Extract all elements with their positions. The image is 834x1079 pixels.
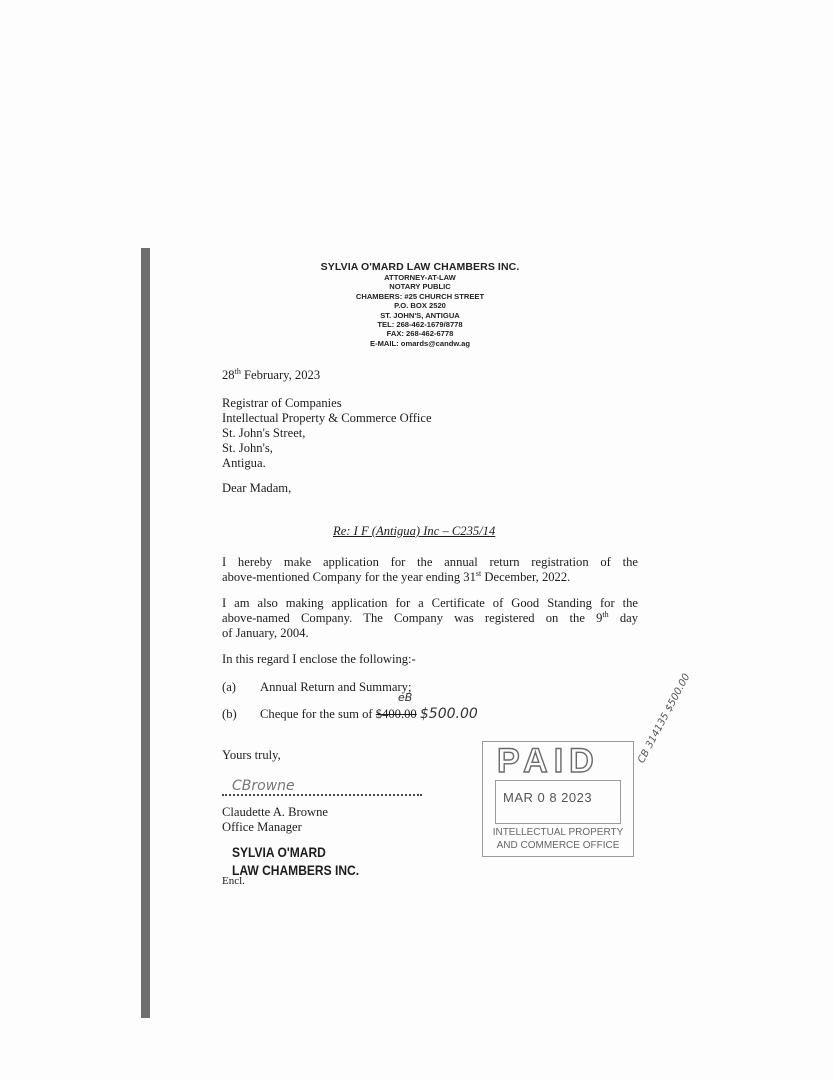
enclose-intro: In this regard I enclose the following:- (222, 652, 416, 666)
recipient-address (222, 396, 432, 471)
signature-line (222, 794, 422, 796)
letterhead-line: P.O. BOX 2520 (394, 301, 446, 311)
address-line: St. John's, (222, 441, 273, 455)
margin-handwritten-note: CB 314135 $500.00 (636, 671, 693, 766)
enclosure-label: (a) (222, 680, 236, 694)
letterhead-line: ATTORNEY-AT-LAW (384, 273, 456, 282)
scan-edge-bar (141, 248, 150, 1018)
company-name-stamp: SYLVIA O'MARD LAW CHAMBERS INC. (232, 844, 360, 878)
paid-stamp-word: PAID (497, 742, 600, 780)
struck-amount: $400.00 (375, 707, 417, 721)
letterhead-line: E-MAIL: omards@candw.ag (370, 338, 470, 348)
closing: Yours truly, (222, 748, 281, 762)
paid-stamp (482, 741, 634, 857)
letterhead-line: TEL: 268-462-1679/8778 (377, 320, 463, 330)
paid-stamp-date: MAR 0 8 2023 (503, 790, 593, 805)
address-line: Antigua. (222, 456, 266, 470)
signature: CBrowne (232, 778, 295, 794)
letterhead-firm-name: SYLVIA O'MARD LAW CHAMBERS INC. (320, 261, 520, 273)
salutation: Dear Madam, (222, 481, 292, 495)
enclosure-item: Annual Return and Summary; (260, 680, 412, 694)
paid-stamp-office: INTELLECTUAL PROPERTY AND COMMERCE OFFICE (492, 827, 624, 851)
enclosure-item: Cheque for the sum of $400.00 $500.00 (260, 706, 478, 722)
enclosure-label: (b) (222, 707, 237, 721)
letterhead (300, 261, 540, 348)
letterhead-line: ST. JOHN'S, ANTIGUA (380, 310, 460, 320)
handwritten-amount: $500.00 (419, 706, 478, 722)
subject-line: Re: I F (Antigua) Inc – C235/14 (333, 524, 496, 538)
paragraph-annual-return: I hereby make application for the annual return registration of the above-mentioned Company for the year ending 31st December, 2022. (222, 555, 638, 584)
address-line: Intellectual Property & Commerce Office (222, 411, 432, 425)
enclosure-marker: Encl. (222, 875, 245, 887)
letterhead-line: CHAMBERS: #25 CHURCH STREET (355, 291, 485, 301)
address-line: St. John's Street, (222, 426, 306, 440)
letterhead-line: NOTARY PUBLIC (389, 282, 451, 292)
signer-name: Claudette A. Browne (222, 805, 328, 819)
signer-title: Office Manager (222, 820, 302, 834)
handwritten-initials: eB (398, 691, 413, 704)
letter-date: 28th February, 2023 (222, 366, 321, 382)
paragraph-good-standing: I am also making application for a Certificate of Good Standing for the above-named Company. The Company was registered on the 9th day of January, 2004. (222, 596, 638, 640)
address-line: Registrar of Companies (222, 396, 342, 410)
letterhead-line: FAX: 268-462-6778 (386, 329, 454, 339)
